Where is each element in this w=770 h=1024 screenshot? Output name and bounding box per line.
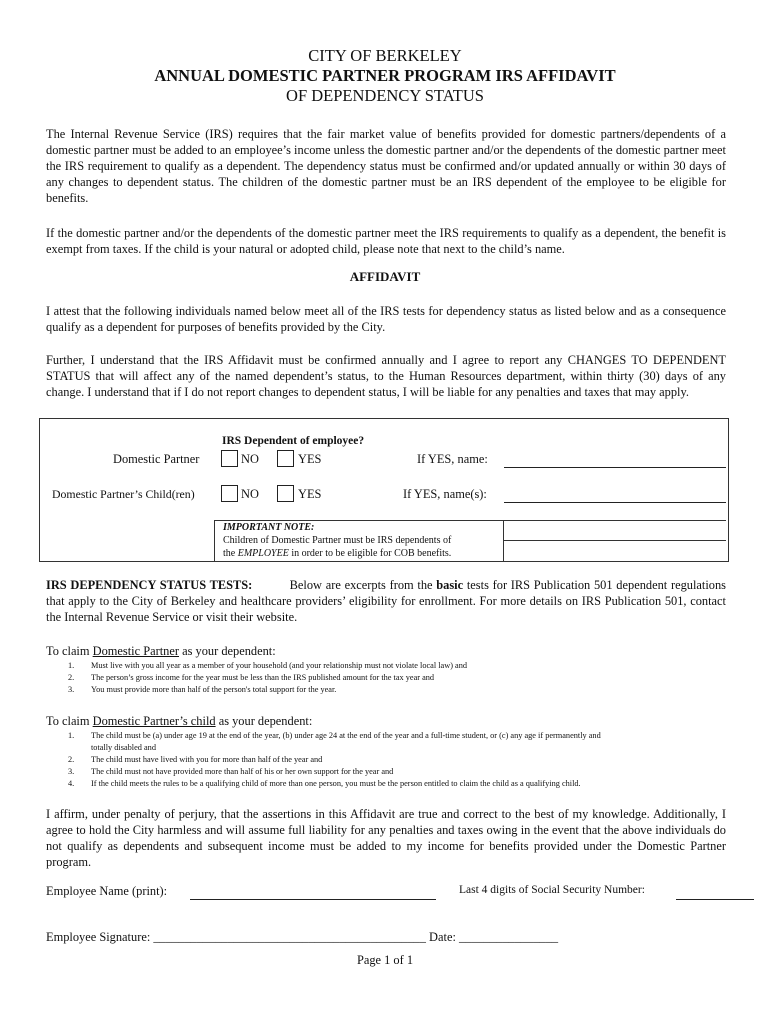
list-item: 3. You must provide more than half of the person's total support for the year. — [68, 685, 337, 694]
child-tests-list — [68, 730, 748, 790]
important-note-line-2: the EMPLOYEE in order to be eligible for COB benefits. — [223, 548, 452, 559]
title-subtitle: OF DEPENDENCY STATUS — [286, 86, 484, 105]
domestic-partner-yes-checkbox[interactable] — [277, 450, 294, 467]
list-item: 4. If the child meets the rules to be a qualifying child of more than one person, you must be the person entitled to claim the child as a qualifying child. — [68, 779, 581, 788]
affidavit-paragraph-2: Further, I understand that the IRS Affidavit must be confirmed annually and I agree to report any CHANGES TO DEPENDENT STATUS that will affect any of the named dependent’s status, to the Human Resources department, within thirty (30) days of any change. I understand that if I do not report changes to dependent status, I will be liable for any penalties and taxes that may apply. — [46, 353, 726, 399]
row-partner-children-label: Domestic Partner’s Child(ren) — [52, 487, 195, 501]
document-title — [0, 46, 770, 106]
domestic-partner-no-checkbox[interactable] — [221, 450, 238, 467]
claim-child-heading: To claim Domestic Partner’s child as your dependent: — [46, 714, 313, 728]
irs-tests-heading: IRS DEPENDENCY STATUS TESTS: — [46, 578, 253, 592]
ssn-field[interactable] — [676, 899, 754, 900]
title-city: CITY OF BERKELEY — [308, 46, 462, 65]
affirmation-paragraph: I affirm, under penalty of perjury, that the assertions in this Affidavit are true and correct to the best of my knowledge. Additionally, I agree to hold the City harmless and will assume full liability for any penalties and taxes owing in the event that the above individuals do not qualify as dependents and subsequent income must be added to my income for benefits provided under the Domestic Partner program. — [46, 807, 726, 869]
domestic-partner-term: Domestic Partner — [92, 644, 179, 658]
domestic-partner-no-label: NO — [241, 452, 259, 466]
employee-name-label: Employee Name (print): — [46, 884, 168, 898]
intro-paragraph-1: The Internal Revenue Service (IRS) requires that the fair market value of benefits provided for domestic partners/dependents of a domestic partner must be added to an employee’s income unless the domestic partner and/or the dependents of the domestic partner meet the IRS requirement to qualify as a dependent. The dependency status must be confirmed and/or updated annually or within 30 days of any changes to dependent status. The children of the domestic partner must be an IRS dependent of the employee to be eligible for benefits. — [46, 127, 726, 205]
partner-children-no-label: NO — [241, 487, 259, 501]
partner-children-yes-checkbox[interactable] — [277, 485, 294, 502]
list-item: 1. The child must be (a) under age 19 at the end of the year, (b) under age 24 at the end of the year and a full-time student, or (c) any age if permanently and — [68, 731, 601, 740]
partner-tests-list — [68, 660, 748, 696]
employee-name-field[interactable] — [190, 899, 436, 900]
important-note-title: IMPORTANT NOTE: — [223, 522, 315, 533]
list-item: 1. Must live with you all year as a member of your household (and your relationship must not violate local law) and — [68, 661, 468, 670]
list-item: 2. The person’s gross income for the year must be less than the IRS published amount for the tax year and — [68, 673, 435, 682]
list-item: 3. The child must not have provided more than half of his or her own support for the year and — [68, 767, 394, 776]
affidavit-heading: AFFIDAVIT — [349, 269, 421, 284]
important-note-line-1: Children of Domestic Partner must be IRS dependents of — [223, 535, 452, 546]
irs-tests-paragraph: IRS DEPENDENCY STATUS TESTS: Below are excerpts from the basic tests for IRS Publication 501 dependent regulations that apply to the City of Berkeley and healthcare providers’ eligibility for enrollment. For more details on IRS Publication 501, contact the Internal Revenue Service or visit their website. — [46, 578, 727, 624]
domestic-partner-name-field[interactable] — [504, 467, 726, 468]
signature-date-line[interactable]: Employee Signature: ____________________________________________ Date: ________________ — [46, 930, 559, 944]
page-number: Page 1 of 1 — [356, 953, 414, 967]
important-note — [223, 521, 451, 560]
affidavit-paragraph-1: I attest that the following individuals named below meet all of the IRS tests for dependency status as listed below and as a consequence qualify as a dependent for purposes of benefits provided by the City. — [46, 304, 726, 334]
row-domestic-partner-label: Domestic Partner — [113, 452, 200, 466]
list-item-continuation: totally disabled and — [91, 743, 156, 752]
domestic-partner-yes-label: YES — [298, 452, 322, 466]
claim-partner-heading: To claim Domestic Partner as your dependent: — [46, 644, 276, 658]
ssn-label: Last 4 digits of Social Security Number: — [459, 884, 645, 896]
intro-paragraph-2: If the domestic partner and/or the dependents of the domestic partner meet the IRS requirements to qualify as a dependent, the benefit is exempt from taxes. If the child is your natural or adopted child, please note that next to the child’s name. — [46, 226, 726, 256]
domestic-partner-name-label: If YES, name: — [417, 452, 488, 466]
form-column-header: IRS Dependent of employee? — [222, 435, 365, 447]
partner-children-no-checkbox[interactable] — [221, 485, 238, 502]
domestic-partner-child-term: Domestic Partner’s child — [92, 714, 216, 728]
title-program: ANNUAL DOMESTIC PARTNER PROGRAM IRS AFFIDAVIT — [154, 66, 616, 85]
partner-children-yes-label: YES — [298, 487, 322, 501]
partner-children-name-label: If YES, name(s): — [403, 487, 487, 501]
employee-emphasis: EMPLOYEE — [237, 548, 289, 559]
partner-children-name-field-1[interactable] — [504, 502, 726, 503]
list-item: 2. The child must have lived with you for more than half of the year and — [68, 755, 323, 764]
